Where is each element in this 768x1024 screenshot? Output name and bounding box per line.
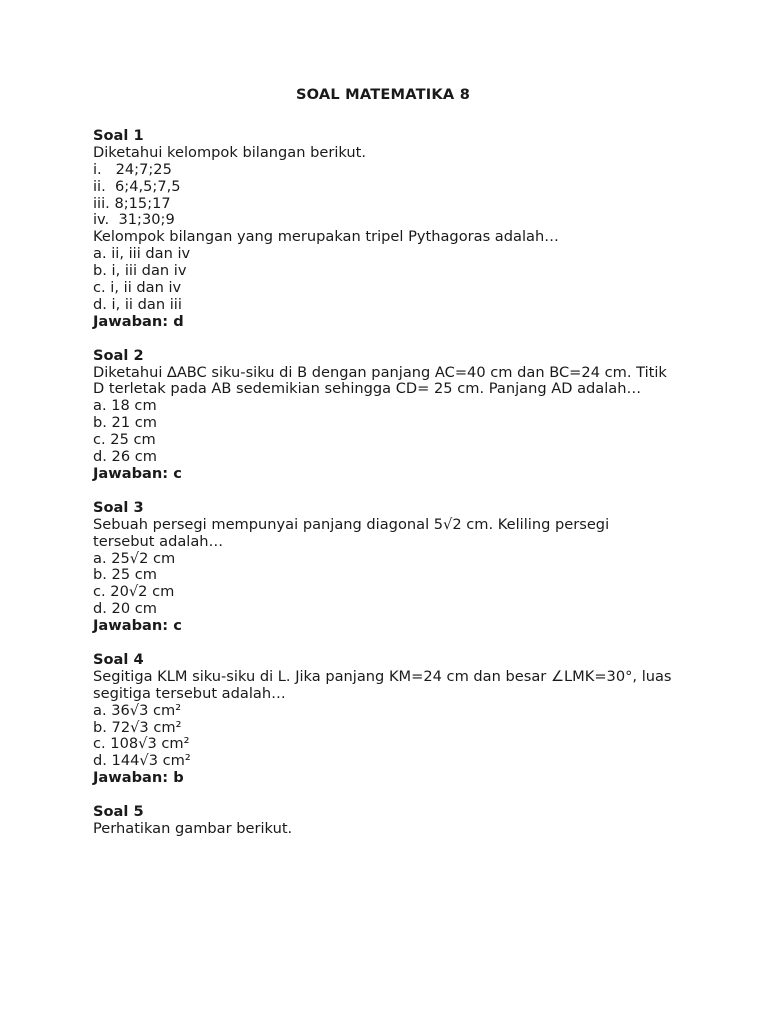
answer-option: d. 144√3 cm²	[93, 752, 191, 770]
answer-option: b. 72√3 cm²	[93, 718, 182, 736]
question-title: Soal 3	[93, 498, 144, 516]
question-stem: Diketahui ∆ABC siku-siku di B dengan panjang AC=40 cm dan BC=24 cm. Titik D terletak pada AB sedemikian sehingga CD= 25 cm. Panjang AD adalah…	[93, 363, 667, 398]
list-item: i. 24;7;25	[93, 160, 172, 178]
document-title: SOAL MATEMATIKA 8	[295, 86, 471, 103]
answer-key: Jawaban: d	[93, 312, 184, 330]
question-stem: Perhatikan gambar berikut.	[93, 820, 293, 837]
answer-key: Jawaban: c	[93, 617, 182, 635]
answer-option: b. i, iii dan iv	[93, 262, 187, 280]
answer-option: a. 36√3 cm²	[93, 701, 182, 719]
answer-key: Jawaban: c	[93, 465, 182, 483]
question-title: Soal 2	[93, 346, 144, 364]
answer-key: Jawaban: b	[93, 769, 184, 787]
list-item: iv. 31;30;9	[93, 211, 175, 229]
answer-option: a. 18 cm	[93, 397, 157, 415]
question-title: Soal 5	[93, 803, 144, 821]
list-item: ii. 6;4,5;7,5	[93, 177, 181, 195]
answer-option: c. i, ii dan iv	[93, 279, 182, 297]
answer-option: d. 26 cm	[93, 448, 157, 466]
answer-option: c. 108√3 cm²	[93, 735, 190, 753]
question-1	[93, 128, 673, 331]
question-4	[93, 652, 673, 787]
answer-option: d. 20 cm	[93, 600, 157, 618]
answer-option: b. 21 cm	[93, 414, 157, 432]
question-title: Soal 1	[93, 126, 144, 144]
question-title: Soal 4	[93, 650, 144, 668]
question-stem: Diketahui kelompok bilangan berikut.	[93, 143, 367, 161]
answer-option: c. 20√2 cm	[93, 583, 175, 601]
document-page	[93, 87, 673, 855]
question-3	[93, 500, 673, 635]
question-2	[93, 348, 673, 483]
answer-option: a. ii, iii dan iv	[93, 245, 191, 263]
answer-option: c. 25 cm	[93, 431, 156, 449]
question-stem: Segitiga KLM siku-siku di L. Jika panjang KM=24 cm dan besar ∠LMK=30°, luas segitiga tersebut adalah…	[93, 667, 672, 702]
answer-option: b. 25 cm	[93, 566, 157, 584]
answer-option: d. i, ii dan iii	[93, 295, 182, 313]
answer-option: a. 25√2 cm	[93, 549, 176, 567]
question-stem: Sebuah persegi mempunyai panjang diagonal 5√2 cm. Keliling persegi tersebut adalah…	[93, 515, 610, 550]
question-5	[93, 804, 673, 838]
list-item: iii. 8;15;17	[93, 194, 171, 212]
question-prompt: Kelompok bilangan yang merupakan tripel Pythagoras adalah…	[93, 228, 559, 246]
